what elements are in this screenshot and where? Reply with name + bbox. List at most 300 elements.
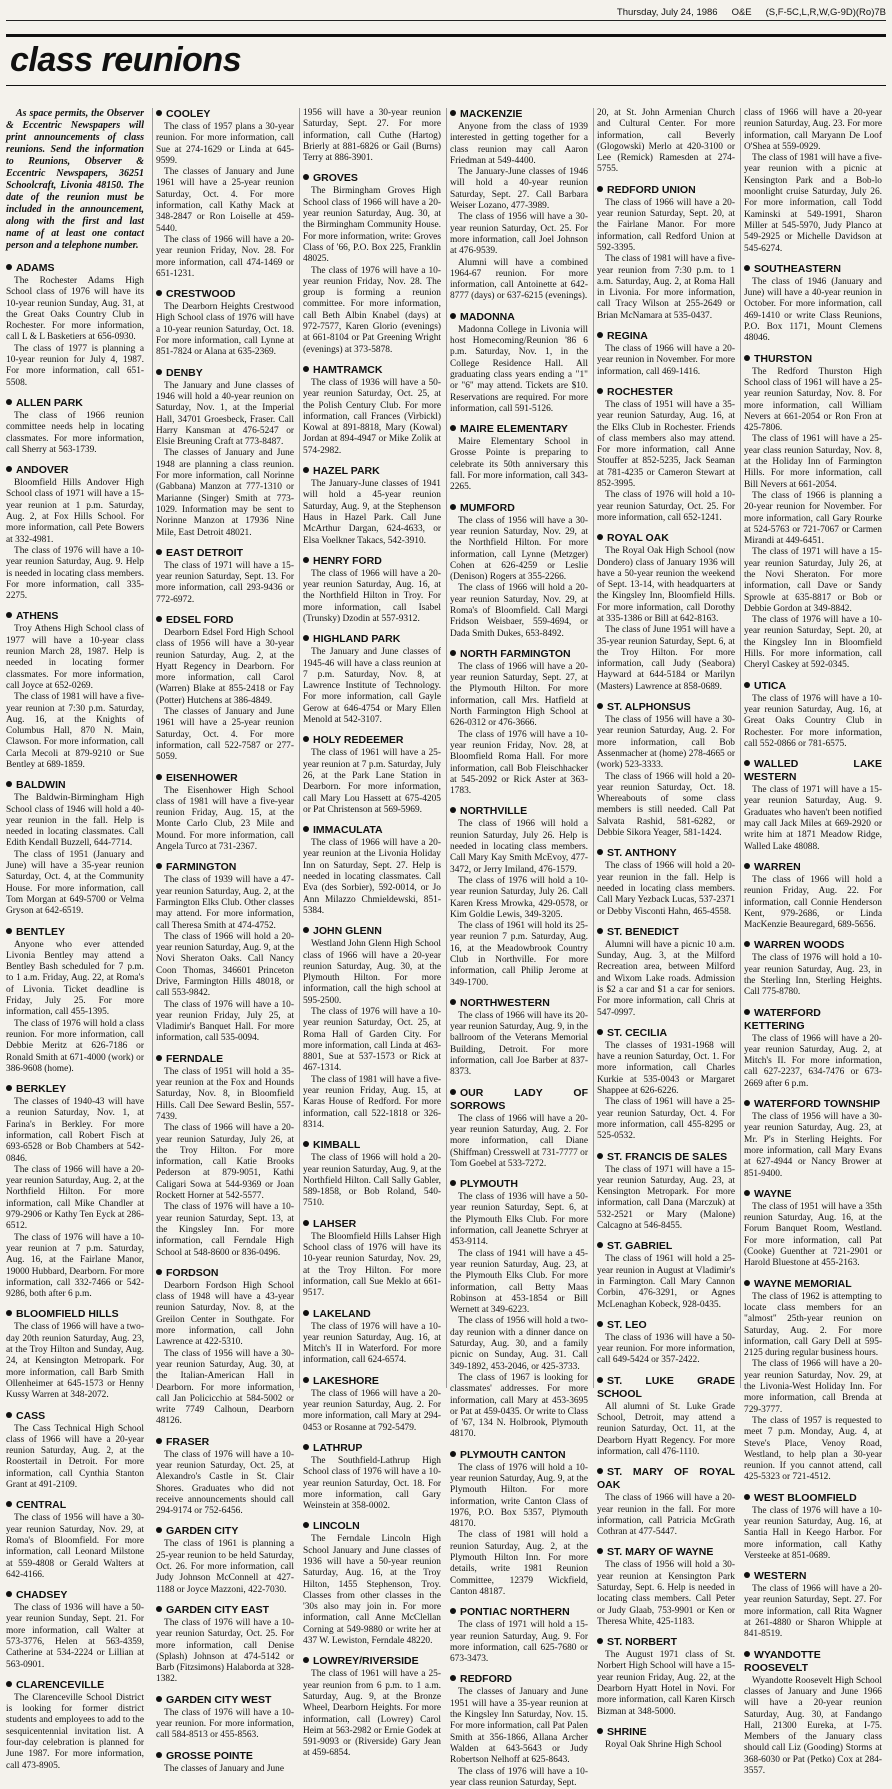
school-name: ST. MARY OF ROYAL OAK (597, 1466, 735, 1492)
reunion-text: The class of 1976 will have a 10-year reunion Saturday, Aug. 16, at Great Oaks Country Club in Rochester. For more information, call 552-0866 or 781-6575. (744, 693, 882, 749)
school-heading (6, 397, 144, 410)
reunion-entry (744, 1098, 882, 1180)
school-name: EAST DETROIT (166, 546, 244, 559)
school-heading (6, 1308, 144, 1321)
reunion-entry (6, 1308, 144, 1401)
reunion-text: The class of 1956 will have a 30-year reunion Saturday, Nov. 29, at the Northfield Hilton. For more information, call Lynne (Metzger) Cohen at 626-4259 or Leslie (Denison) Rogers at 355-2266. (450, 515, 588, 583)
school-heading (156, 108, 294, 121)
school-heading (597, 1151, 735, 1164)
reunion-entry (744, 1649, 882, 1778)
school-heading (303, 172, 441, 185)
bullet-icon (450, 807, 456, 813)
bullet-icon (303, 1657, 309, 1663)
reunion-entry (744, 861, 882, 931)
reunion-entry (597, 330, 735, 378)
bullet-icon (303, 736, 309, 742)
school-heading (156, 614, 294, 627)
bullet-icon (597, 186, 603, 192)
school-heading (597, 1546, 735, 1559)
reunion-entry (303, 824, 441, 917)
column-1 (6, 108, 144, 1771)
reunion-text: The January-June classes of 1941 will hold a 45-year reunion Saturday, Aug. 9, at the Stephenson Haus in Hazel Park. Call June McArthur Dargan, 624-4633, or Elsa Voelkner Takacs, 542-3910. (303, 479, 441, 546)
school-heading (597, 532, 735, 545)
bullet-icon (450, 504, 456, 510)
school-name: MAIRE ELEMENTARY (460, 423, 568, 436)
reunion-text: The class of 1976 will have a 10-year reunion Saturday, Oct. 25. For more information, call Denise (Splash) Johnson at 474-5142 or Barb (Fitzsimons) Halaborda at 328-1382. (156, 1617, 294, 1685)
school-name: LOWREY/RIVERSIDE (313, 1655, 419, 1668)
school-name: ST. ANTHONY (607, 847, 677, 860)
column-4 (446, 108, 589, 1788)
reunion-text: The class of 1957 plans a 30-year reunion. For more information, call Sue at 274-1629 or Linda at 645-9599. (156, 122, 294, 166)
reunion-text: The class of 1936 will have a 50-year reunion Saturday, Oct. 25, at the Polish Century Club. For more information, call Frances (Virbickl) Kowal at 891-8818, Mary (Kowal) Jordan at 894-4947 or Mike Zolik at 574-2982. (303, 377, 441, 456)
school-heading (744, 353, 882, 366)
school-name: EISENHOWER (166, 771, 238, 784)
reunion-text: The class of 1966 will hold a 20-year reunion Saturday, Aug. 9, at the Northfield Hilton. Call Sally Gabler, 589-1858, or Bob Roland, 540-7510. (303, 1153, 441, 1209)
reunion-text: The class of 1946 (January and June) will have a 40-year reunion in October. For more information, call 469-1410 or write Class Reunions, P.O. Box 1171, Mount Clemens 48046. (744, 276, 882, 344)
reunion-entry (597, 1375, 735, 1458)
bullet-icon (744, 1651, 750, 1657)
reunion-text: The class of 1966 will have a 20-year reunion Saturday, Sept. 27, at the Plymouth Hilton. For more information, call Mrs. Hatfield at North Farmington High School at 626-0312 or 476-3666. (450, 661, 588, 729)
reunion-text: The class of 1971 will hold a 15-year reunion Saturday, Aug. 9. For more information, call 625-7680 or 673-3473. (450, 1620, 588, 1665)
school-name: ST. ALPHONSUS (607, 701, 691, 714)
reunion-text: The January-June classes of 1946 will hold a 40-year reunion Saturday, Sept. 27. Call Barbara Weiser Lozano, 477-3989. (450, 167, 588, 212)
reunion-text: Madonna College in Livonia will host Homecoming/Reunion '86 6 p.m. Saturday, Nov. 1, in the College Residence Hall. All graduating class years ending a "1" or "6" may attend. Tickets are $10. Reservations are required. For more information, call 591-5126. (450, 324, 588, 414)
bullet-icon (303, 826, 309, 832)
reunion-text: The Cass Technical High School class of 1966 will have a 20-year reunion Saturday, Aug. 2, at the Roostertail in Detroit. For more information, call Cynthia Stanton Grant at 491-2109. (6, 1423, 144, 1491)
reunion-text: The Southfield-Lathrup High School class of 1976 will have a 10-year reunion Saturday, Oct. 18. For more information, call Gary Weinstein at 358-0002. (303, 1455, 441, 1512)
reunion-entry (6, 1679, 144, 1772)
reunion-text: The class of 1966 will hold a 20-year reunion Saturday, Aug. 9, at the Novi Sheraton Oaks. Call Nancy Coon Thomas, 346601 Princeton Drive, Farmington Hills 48018, or call 553-9842. (156, 931, 294, 999)
reunion-entry (450, 502, 588, 640)
reunion-entry (597, 1151, 735, 1233)
reunion-text: The class of 1976 will have a 10-year reunion. For more information, call 584-8513 or 455-8563. (156, 1707, 294, 1741)
school-heading (744, 1278, 882, 1291)
school-name: IMMACULATA (313, 824, 383, 837)
reunion-text: The Dearborn Heights Crestwood High School class of 1976 will have a 10-year reunion Saturday, Oct. 18. For more information, call Lynne at 851-7824 or Alana at 635-2369. (156, 302, 294, 358)
school-heading (450, 108, 588, 121)
reunion-text: The class of 1976 will hold a class reunion. For more information, call Debbie Meritz at 626-7186 or Ronald Smith at 671-4000 (work) or 386-9608 (home). (6, 1018, 144, 1074)
reunion-text: Dearborn Edsel Ford High School class of 1956 will have a 30-year reunion Saturday, Aug. 2, at the Hyatt Regency in Dearborn. For more information, call Carol (Warren) Blake at 855-2418 or Fay (Potter) Hutchens at 386-4849. (156, 627, 294, 706)
reunion-text: The class of 1966 reunion committee needs help in locating classmates. For more information, call Sherry at 563-1739. (6, 410, 144, 455)
reunion-entry (6, 926, 144, 1076)
reunion-entry (744, 108, 882, 255)
school-name: PLYMOUTH (460, 1178, 518, 1191)
school-heading (450, 648, 588, 661)
reunion-text: The class of 1966 will have a 20-year reunion Saturday, July 26, at the Troy Hilton. For more information, call Katie Brooks Pederson at 879-9051, Kathi Caligari Sowa at 544-9369 or Joan Rockett Horner at 542-5577. (156, 1123, 294, 1202)
reunion-entry (597, 1027, 735, 1143)
reunion-text: The class of 1976 will hold a 10-year reunion Saturday, July 26. Call Karen Kress Mrowka, 429-0578, or Kim Goldie Lewis, 349-3205. (450, 875, 588, 920)
reunion-text: The class of 1966 will hold a 20-year reunion Saturday, Nov. 29, at Roma's of Bloomfield. Call Margi Fridson Weisbaer, 559-4694, or Dada Smith Dukes, 653-8492. (450, 583, 588, 639)
school-heading (597, 1466, 735, 1492)
reunion-entry (450, 805, 588, 988)
bullet-icon (156, 1055, 162, 1061)
reunion-text: Anyone who ever attended Livonia Bentley may attend a Bentley Bash scheduled for 7 p.m. to 1 a.m. Friday, Aug. 22, at Roma's of Livonia. Ticket deadline is Friday, July 25. For more information, call 455-1395. (6, 939, 144, 1018)
bullet-icon (744, 1572, 750, 1578)
reunion-entry (597, 847, 735, 917)
school-name: ROYAL OAK (607, 532, 669, 545)
bullet-icon (156, 1752, 162, 1758)
school-name: HAZEL PARK (313, 465, 380, 478)
reunion-text: Maire Elementary School in Grosse Pointe is preparing to celebrate its 50th anniversary this fall. For more information, call 343-2265. (450, 437, 588, 493)
school-heading (450, 997, 588, 1010)
reunion-text: The class of 1941 will have a 45-year reunion Saturday, Aug. 23, at the Plymouth Elks Club. For more information, call Betty Maas Robinson at 453-1854 or Bill Wernett at 349-6223. (450, 1248, 588, 1316)
issue-date: Thursday, July 24, 1986 (616, 6, 718, 18)
bullet-icon (156, 1696, 162, 1702)
school-heading (597, 701, 735, 714)
school-heading (597, 1240, 735, 1253)
reunion-text: The class of 1936 will have a 50-year reunion. For more information, call 649-5424 or 357-2422. (597, 1332, 735, 1366)
reunion-entry (156, 1053, 294, 1259)
bullet-icon (744, 863, 750, 869)
reunion-text: The class of 1976 will hold a 10-year reunion Saturday, Oct. 25. For more information, call 652-1241. (597, 490, 735, 523)
bullet-icon (303, 1141, 309, 1147)
reunion-entry (744, 758, 882, 853)
school-heading (744, 861, 882, 874)
reunion-text: The class of 1951 will have a 35th reunion Saturday, Aug. 16, at the Forum Banquet Room, Westland. For more information, call Pat (Cooke) Guenther at 721-2901 or Harold Bluestone at 455-2163. (744, 1201, 882, 1269)
bullet-icon (303, 1522, 309, 1528)
reunion-entry (6, 1410, 144, 1492)
section-title: class reunions (10, 41, 242, 79)
school-heading (156, 1436, 294, 1449)
bullet-icon (597, 388, 603, 394)
reunion-text: The class of 1966 will have a 20-year reunion Saturday, Aug. 2. For more information, call Mary at 294-0453 or Rosanne at 792-5479. (303, 1388, 441, 1433)
school-name: FERNDALE (166, 1052, 224, 1065)
reunion-text: The class of 1961 will hold its 25-year reunion 7 p.m. Saturday, Aug. 16, at the Meadowbrook Country Club in Northville. For more information, call Philip Jerome at 349-1700. (450, 921, 588, 988)
reunion-text: The class of 1976 will have a 10-year reunion Saturday, Oct. 25, at Alexandro's Castle in St. Clair Shores. Graduates who did not receive announcements should call 294-9174 or 752-6456. (156, 1449, 294, 1517)
school-name: NORTH FARMINGTON (460, 647, 571, 660)
bullet-icon (450, 425, 456, 431)
bullet-icon (303, 1444, 309, 1450)
bullet-icon (450, 110, 456, 116)
reunion-text: The class of 1976 will have a 10-year reunion Saturday, Oct. 25, at Roma Hall of Garden City. For more information, call Linda at 463-8801, Sue at 537-1573 or Rick at 467-1314. (303, 1007, 441, 1074)
column-3 (299, 108, 441, 1759)
school-heading (303, 1375, 441, 1388)
school-heading (744, 263, 882, 276)
school-name: ST. LEO (607, 1318, 647, 1331)
school-heading (156, 1604, 294, 1617)
school-heading (597, 1636, 735, 1649)
reunion-entry (303, 1375, 441, 1434)
reunion-entry (303, 734, 441, 816)
school-heading (6, 1679, 144, 1692)
bullet-icon (6, 264, 12, 270)
reunion-text: The class of 1966 will hold a 20-year reunion Saturday, Oct. 18. Whereabouts of some class members is still needed. Call Pat Salvata Rashid, 581-6282, or Debbie Sikora Yeager, 581-1424. (597, 771, 735, 839)
school-heading (156, 772, 294, 785)
reunion-entry (303, 172, 441, 355)
school-name: CRESTWOOD (166, 288, 236, 301)
reunion-text: Troy Athens High School class of 1977 will have a 10-year class reunion March 28, 1987. Help is needed in locating former classmates. For more information, call Joyce at 652-0269. (6, 624, 144, 691)
reunion-entry (303, 925, 441, 1131)
school-heading (303, 555, 441, 568)
reunion-text: Westland John Glenn High School class of 1966 will have a 20-year reunion Saturday, Aug. 30, at the Plymouth Hilton. For more information, call the high school at 595-2500. (303, 939, 441, 1006)
column-2 (152, 108, 294, 1774)
reunion-text: The class of 1966 is planning a 20-year reunion for November. For more information, call Gary Rourke at 524-5763 or 721-7067 or Carmen Mirandi at 449-6451. (744, 490, 882, 547)
reunion-entry (156, 772, 294, 854)
school-heading (597, 1319, 735, 1332)
reunion-text: The Royal Oak High School (now Dondero) class of January 1936 will have a 50-year reunion the weekend of Sept. 13-14, with headquarters at the Kingsley Inn, Bloomfield Hills. For more information, call Dorothy at 335-1386 or Bill at 642-8163. (597, 546, 735, 624)
bullet-icon (6, 928, 12, 934)
school-name: GARDEN CITY EAST (166, 1603, 270, 1616)
reunion-entry (303, 1308, 441, 1367)
reunion-entry (597, 1546, 735, 1628)
school-heading (450, 1673, 588, 1686)
reunion-entry (450, 648, 588, 798)
school-name: BERKLEY (16, 1083, 67, 1096)
reunion-entry (450, 423, 588, 493)
bullet-icon (597, 1377, 603, 1383)
school-name: WYANDOTTE ROOSEVELT (744, 1648, 821, 1674)
school-name: LINCOLN (313, 1520, 360, 1533)
school-name: MADONNA (460, 310, 515, 323)
reunion-text: The class of 1966 will have a 20-year reunion Saturday, Aug. 2. For more information, call Diane (Shiffman) Cresswell at 731-7777 or Tom Goebel at 533-7272. (450, 1113, 588, 1169)
bullet-icon (450, 650, 456, 656)
reunion-entry (597, 184, 735, 322)
reunion-entry (156, 288, 294, 358)
reunion-text: The class of 1936 will have a 50-year reunion Saturday, Sept. 6, at the Plymouth Elks Club. For more information, call Jeanette Schryer at 453-9114. (450, 1192, 588, 1248)
reunion-entry (156, 1694, 294, 1742)
school-name: LAKESHORE (313, 1374, 379, 1387)
bullet-icon (597, 534, 603, 540)
reunion-text: Anyone from the class of 1939 interested in getting together for a class reunion may call Aaron Friedman at 549-4400. (450, 122, 588, 166)
reunion-text: The class of 1981 will hold a reunion Saturday, Aug. 2, at the Plymouth Hilton Inn. For more details, write 1981 Reunion Committee, 12379 Wickfield, Canton 48187. (450, 1530, 588, 1597)
reunion-entry (303, 1520, 441, 1647)
reunion-entry (597, 701, 735, 839)
school-name: GROSSE POINTE (166, 1749, 253, 1762)
school-heading (450, 423, 588, 436)
bullet-icon (6, 1412, 12, 1418)
reunion-text: The class of 1976 will have a 10-year reunion Saturday, Sept. 13, at the Kingsley Inn. For more information, call Ferndale High School at 548-8600 or 836-0496. (156, 1202, 294, 1258)
bullet-icon (6, 612, 12, 618)
reunion-text: The classes of January and June 1948 are planning a class reunion. For more information, call Norinne (Gabbana) Manzon at 777-1310 or Marianne (Singer) Smith at 773-1029. Information may be sent to Norinne Manzon at 17936 Nine Mile, East Detroit 48021. (156, 448, 294, 538)
reunion-text: The class of 1976 will hold a 10-year reunion Saturday, Aug. 23, in the Sterling Inn, Sterling Heights. Call 775-8780. (744, 953, 882, 998)
bullet-icon (597, 1242, 603, 1248)
bullet-icon (597, 1728, 603, 1734)
reunion-text: The class of 1976 will have a 10-year reunion Friday, Nov. 28. The group is forming a reunion committee. For more information, call Beth Albin Knabel (days) at 972-7577, Karen Glorio (evenings) at 661-8104 or Pat Greening Wright (evenings) at 373-5878. (303, 265, 441, 355)
school-heading (156, 1750, 294, 1763)
reunion-text: The class of 1957 is requested to meet 7 p.m. Monday, Aug. 4, at Steve's Place, Venoy Road, Westland, to help plan a 30-year reunion. If you cannot attend, call 425-5323 or 721-4512. (744, 1415, 882, 1483)
reunion-entry (597, 1240, 735, 1310)
bullet-icon (6, 1681, 12, 1687)
reunion-entry (303, 1655, 441, 1759)
school-name: GROVES (313, 172, 358, 185)
school-heading (6, 610, 144, 623)
bullet-icon (450, 1608, 456, 1614)
reunion-entry (303, 633, 441, 726)
bullet-icon (303, 467, 309, 473)
bullet-icon (156, 774, 162, 780)
school-name: PONTIAC NORTHERN (460, 1606, 570, 1619)
school-heading (156, 1525, 294, 1538)
reunion-entry (744, 1492, 882, 1562)
bullet-icon (597, 1548, 603, 1554)
bullet-icon (744, 355, 750, 361)
school-name: ROCHESTER (607, 385, 673, 398)
reunion-text: The class of 1951 will have a 35-year reunion Saturday, Aug. 16, at the Elks Club in Rochester. Friends of class members also may attend. For more information, call Anne Stouffer at 852-5235, Jack Seaman at 781-4235 or Cameron Stewart at 852-3995. (597, 399, 735, 490)
school-name: WAYNE (754, 1187, 792, 1200)
school-heading (303, 1442, 441, 1455)
reunion-entry (597, 386, 735, 524)
school-name: LATHRUP (313, 1441, 363, 1454)
reunion-text: Wyandotte Roosevelt High School classes of January and June 1966 will have a 20-year reunion Saturday, Aug. 30, at Fandango Hall, 21300 Eureka, at I-75. Members of the January class should call Liz (Gooding) Storms at 368-6030 or Pat (Petko) Cox at 284-3557. (744, 1675, 882, 1777)
reunion-entry (450, 1449, 588, 1599)
reunion-text: The class of 1966 will have a 20-year reunion Saturday, Aug. 2, at Mitch's II. For more information, call 627-2237, 634-7476 or 673-2669 after 6 p.m. (744, 1033, 882, 1089)
school-name: CHADSEY (16, 1589, 68, 1602)
school-heading (303, 1308, 441, 1321)
column-6 (740, 108, 882, 1777)
reunion-entry (6, 1499, 144, 1581)
school-name: ADAMS (16, 262, 55, 274)
school-name: HOLY REDEEMER (313, 734, 404, 747)
reunion-text: The class of 1966 will have a two-day 20th reunion Saturday, Aug. 23, at the Troy Hilton and Sunday, Aug. 24, at Kensington Metropark. For more information, call Barb Smith Ollenheimer at 645-1573 or Henny Kussy Warren at 348-2072. (6, 1322, 144, 1401)
school-name: ALLEN PARK (16, 396, 83, 409)
school-name: ST. MARY OF WAYNE (607, 1546, 714, 1559)
bullet-icon (6, 781, 12, 787)
school-name: GARDEN CITY WEST (166, 1693, 272, 1706)
school-name: HIGHLAND PARK (313, 633, 401, 646)
reunion-entry (6, 779, 144, 917)
school-name: WATERFORD TOWNSHIP (754, 1098, 881, 1111)
reunion-text: The class of 1976 will hold a 10-year reunion Saturday, Aug. 9, at the Plymouth Hilton. For more information, write Canton Class of 1976, P.O. Box 5357, Plymouth 48170. (450, 1462, 588, 1530)
school-heading (6, 926, 144, 939)
reunion-text: The class of 1976 will have a 10-year reunion Saturday, Aug. 9. Help is needed in locating class members. For more information, call 335-2275. (6, 545, 144, 602)
reunion-entry (6, 397, 144, 456)
reunion-text: The class of 1961 will have a 25-year reunion at 7 p.m. Saturday, July 26, at the Park Lane Station in Dearborn. For more information, call Mary Lou Hassett at 675-4205 or Pat Christenson at 569-5969. (303, 748, 441, 815)
school-name: SHRINE (607, 1725, 647, 1738)
school-heading (303, 1520, 441, 1533)
school-heading (597, 1027, 735, 1040)
reunion-text: The class of 1971 will have a 15-year reunion Saturday, Sept. 13. For more information, call 293-9436 or 772-6972. (156, 560, 294, 605)
bullet-icon (303, 557, 309, 563)
school-heading (303, 364, 441, 377)
school-name: WAYNE MEMORIAL (754, 1277, 852, 1290)
edition-code: (S,F-5C,L,R,W,G-9D)(Ro)7B (765, 6, 886, 18)
bullet-icon (156, 1438, 162, 1444)
reunion-entry (744, 939, 882, 998)
reunion-entry (303, 108, 441, 164)
school-name: WALLED LAKE WESTERN (744, 758, 882, 784)
bullet-icon (156, 369, 162, 375)
reunion-text: The class of 1967 is looking for classmates' addresses. For more information, call Mary at 453-3695 or Pat at 459-0435. Or write to Class of '67, 134 N. Holbrook, Plymouth 48170. (450, 1372, 589, 1440)
school-heading (744, 1188, 882, 1201)
reunion-entry (6, 1083, 144, 1300)
reunion-text: The class of 1971 will have a 15-year reunion Saturday, July 26, at the Novi Sheraton. For more information, call Dave or Sandy Sprowle at 635-8817 or Bob or Debbie Gordon at 349-8842. (744, 547, 882, 614)
reunion-text: The class of 1981 will have a five-year reunion with a picnic at Kensington Park and a Bob-lo moonlight cruise Saturday, July 26. For more information, call Todd Kaminski at 549-1991, Sharon Miller at 545-5970, Judy Planco at 549-2925 or Michelle Davidson at 545-6274. (744, 153, 882, 254)
reunion-entry (597, 1319, 735, 1367)
reunion-text: The class of 1956 will have a 30-year reunion Saturday, Oct. 25. For more information, call Joel Johnson at 476-9539. (450, 212, 588, 257)
school-heading (744, 1007, 882, 1033)
reunion-text: The classes of January and June 1961 will have a 25-year reunion Saturday, Oct. 4. For more information, call 522-7587 or 277-5059. (156, 707, 294, 763)
reunion-text: The classes of January and June 1951 will have a 35-year reunion at the Kingsley Inn Saturday, Nov. 15. For more information, call Pat Palen Smith at 356-1866, Allana Archer Walden at 643-5643 or Judy Robertson Nelhoff at 625-8643. (450, 1687, 588, 1766)
school-heading (597, 1375, 735, 1401)
school-heading (744, 1649, 882, 1675)
reunion-entry (597, 108, 735, 176)
school-name: NORTHWESTERN (460, 996, 550, 1009)
reunion-entry (6, 262, 144, 389)
reunion-entry (597, 926, 735, 1019)
bullet-icon (744, 682, 750, 688)
school-name: FORDSON (166, 1266, 219, 1279)
school-name: BENTLEY (16, 925, 66, 938)
reunion-text: The class of 1966 will have its 20-year reunion Saturday, Aug. 9, in the ballroom of the Veterans Memorial Building, Detroit. For more information, call Joe Barber at 837-8373. (450, 1010, 588, 1078)
school-name: WARREN WOODS (754, 939, 845, 952)
reunion-text: Royal Oak Shrine High School (605, 1739, 722, 1750)
reunion-entry (156, 1525, 294, 1595)
reunion-text: The class of 1961 will hold a 25-year reunion in August at Vladimir's in Farmington. Call Mary Cannon Corbin, 476-3291, or Agnes McLenaghan Kobeck, 928-0435. (597, 1254, 735, 1310)
school-heading (597, 926, 735, 939)
school-heading (156, 1694, 294, 1707)
school-name: ST. BENEDICT (607, 925, 679, 938)
school-name: FRASER (166, 1435, 210, 1448)
bullet-icon (303, 1377, 309, 1383)
bullet-icon (597, 928, 603, 934)
bullet-icon (744, 1280, 750, 1286)
reunion-entry (6, 1589, 144, 1671)
school-heading (450, 1087, 588, 1113)
reunion-entry (303, 1218, 441, 1300)
reunion-entry (450, 1606, 588, 1665)
reunion-entry (6, 464, 144, 602)
school-heading (450, 805, 588, 818)
bullet-icon (156, 1527, 162, 1533)
reunion-text: The Birmingham Groves High School class of 1966 will have a 20-year reunion Saturday, Aug. 30, at the Birmingham Community House. For more information, write: Groves Class of '66, P.O. Box 225, Franklin 48025. (303, 186, 441, 265)
reunion-text: The classes of January and June 1961 will have a 25-year reunion Saturday, Oct. 4. For more information, call Kathy Mack at 348-2847 or Ron Loiselle at 459-5440. (156, 167, 294, 234)
bullet-icon (597, 332, 603, 338)
bullet-icon (597, 703, 603, 709)
school-name: REDFORD UNION (607, 183, 696, 196)
school-name: KIMBALL (313, 1139, 361, 1152)
school-heading (303, 1139, 441, 1152)
reunion-text: The classes of January and June (164, 1763, 285, 1774)
school-heading (450, 502, 588, 515)
school-heading (303, 1218, 441, 1231)
school-heading (597, 386, 735, 399)
reunion-entry (303, 1442, 441, 1512)
school-name: BALDWIN (16, 779, 66, 792)
bullet-icon (597, 1638, 603, 1644)
reunion-text: The class of 1966 will have a 20-year reunion Saturday, Nov. 29, at the Livonia-West Holiday Inn. For more information, call Brenda at 729-3777. (744, 1359, 882, 1415)
school-heading (597, 1726, 735, 1739)
school-name: REDFORD (460, 1673, 512, 1686)
reunion-text: The class of 1976 will have a 10-year reunion Friday, Nov. 28, at Bloomfield Roma Hall. For more information, call Bob Fleischhacker at 545-2092 or Rick Aster at 363-1783. (450, 729, 588, 797)
school-name: EDSEL FORD (166, 613, 234, 626)
reunion-text: The class of 1966 will hold a reunion Friday, Aug. 22. For information, call Connie Henderson Kent, 979-2686, or Linda MacKenzie Beauregard, 689-5656. (744, 874, 882, 931)
bullet-icon (303, 366, 309, 372)
reunion-text: The Ferndale Lincoln High School January and June classes of 1936 will have a 50-year reunion Saturday, Aug. 16, at the Troy Hilton, 1455 Stephenson, Troy. Classes from other classes in the '30s also may join in. For more information, call Anne McClellan Corning at 549-9880 or write her at 437 W. Lewiston, Ferndale 48220. (303, 1534, 441, 1647)
school-heading (6, 262, 144, 275)
bullet-icon (303, 1220, 309, 1226)
school-heading (744, 680, 882, 693)
bullet-icon (597, 1029, 603, 1035)
school-heading (450, 1606, 588, 1619)
reunion-entry (744, 1007, 882, 1090)
reunion-text: The class of 1966 will have a 20-year reunion in the fall. For more information, call Patricia McGrath Cothran at 477-5447. (597, 1493, 735, 1538)
school-name: FARMINGTON (166, 861, 237, 874)
bullet-icon (156, 1269, 162, 1275)
school-heading (6, 1410, 144, 1423)
bullet-icon (450, 1675, 456, 1681)
school-heading (156, 547, 294, 560)
school-name: OUR LADY OF SORROWS (450, 1086, 588, 1112)
bullet-icon (744, 1009, 750, 1015)
school-name: CASS (16, 1409, 46, 1422)
school-name: PLYMOUTH CANTON (460, 1448, 566, 1461)
school-name: WARREN (754, 860, 801, 873)
reunion-text: The class of 1961 will have a 25-year reunion Saturday, Oct. 4. For more information, call 455-8295 or 525-0532. (597, 1097, 735, 1142)
reunion-text: The class of 1976 will have a 10-year reunion Saturday, Aug. 16, at Mitch's II in Waterford. For more information, call 624-6574. (303, 1321, 441, 1366)
bullet-icon (744, 265, 750, 271)
reunion-text: The class of 1966 will have a 20-year reunion Saturday, Sept. 20, at the Fairlane Manor. For more information, call Redford Union at 592-3395. (597, 197, 735, 253)
reunion-text: The January and June classes of 1945-46 will have a class reunion at 7 p.m. Saturday, Nov. 8, at Lawrence Institute of Technology. For more information, call Gayle Gerow at 646-4754 or Mary Ellen Menold at 542-3107. (303, 647, 441, 726)
